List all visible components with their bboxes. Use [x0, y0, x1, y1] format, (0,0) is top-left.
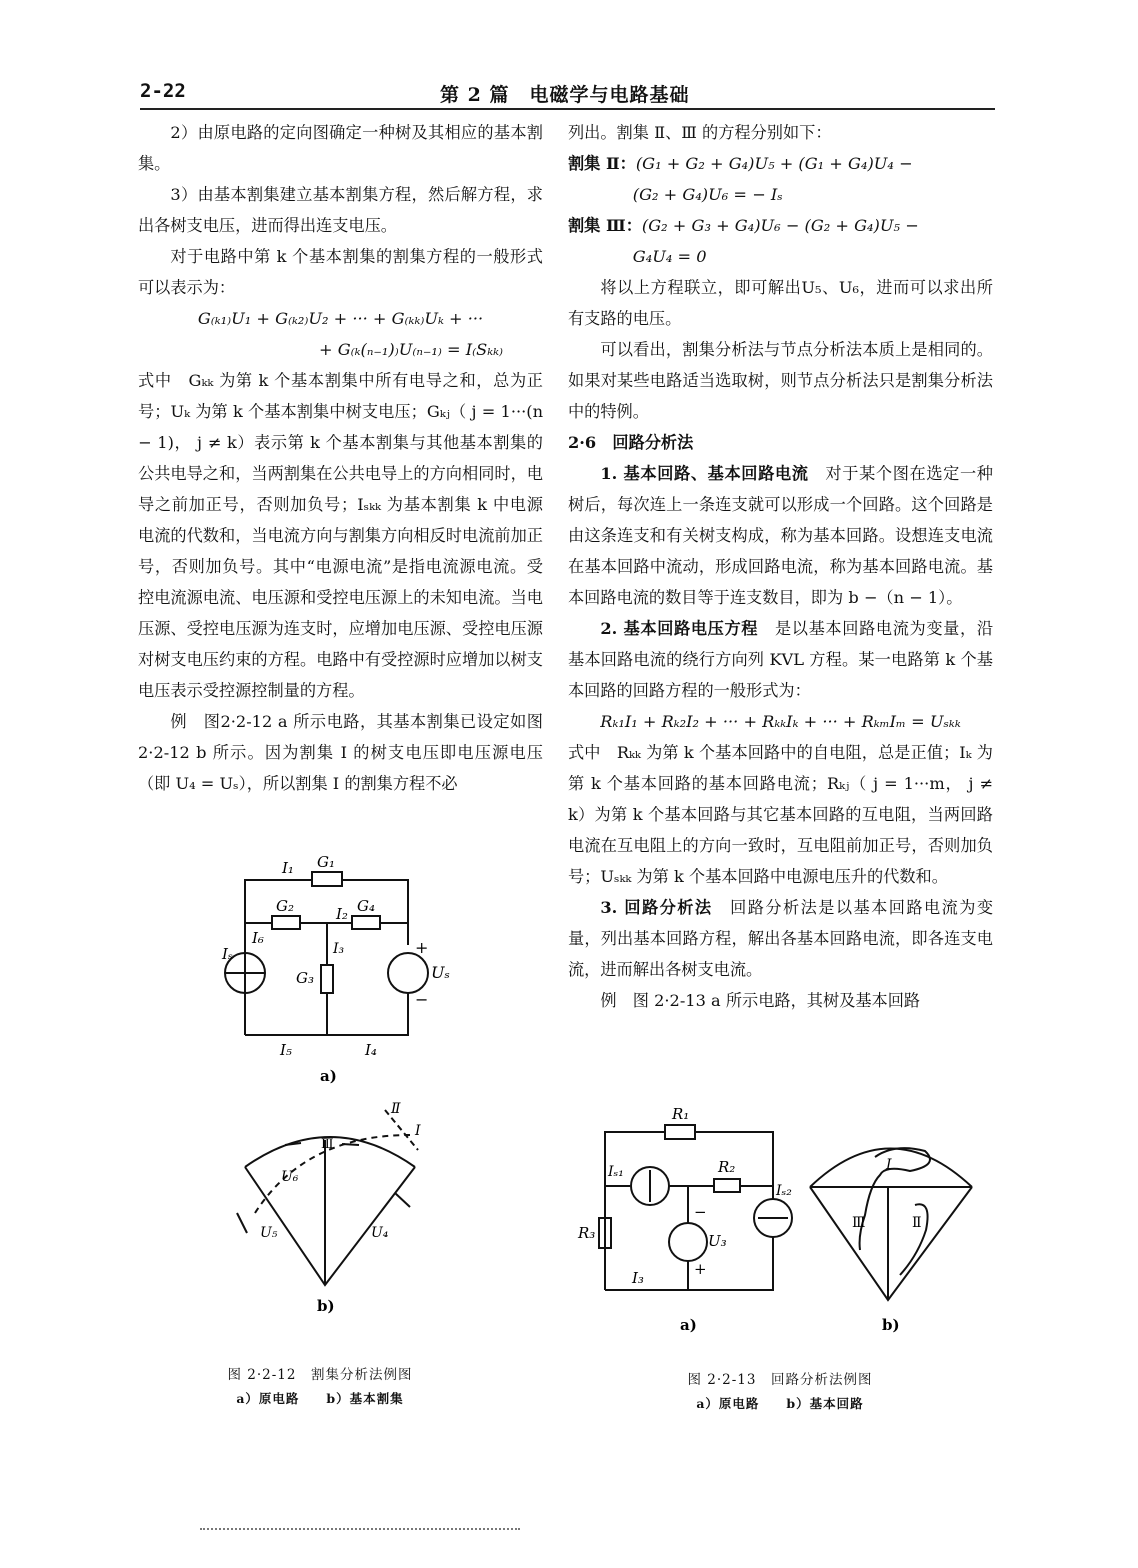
- cutset-III-label: Ⅲ: [321, 1137, 334, 1152]
- label-U3: U₃: [708, 1232, 727, 1250]
- label-R1: R₁: [672, 1105, 690, 1123]
- equation-line: [568, 148, 993, 179]
- figure-12a-circuit: [200, 845, 460, 1090]
- cutset-label: 割集 Ⅲ：: [568, 216, 642, 235]
- sublabel-a: a): [680, 1316, 697, 1334]
- cutset-II-label: Ⅱ: [391, 1101, 401, 1117]
- loop-II-label: Ⅱ: [912, 1215, 922, 1231]
- equation-line: G₄U₄ = 0: [632, 247, 707, 266]
- figure-13a-circuit: [570, 1100, 800, 1335]
- minus-sign: −: [415, 990, 429, 1009]
- paragraph: 可以看出，割集分析法与节点分析法本质上是相同的。如果对某些电路适当选取树，则节点分析法只是割集分析法中的特例。: [568, 340, 993, 421]
- label-U4: U₄: [371, 1225, 389, 1241]
- paragraph: 式中 Rₖₖ 为第 k 个基本回路中的自电阻，总是正值；Iₖ 为第 k 个基本回路的基本回路电流；Rₖⱼ（ j = 1···m， j ≠ k）为第 k 个基本回路与其它基本回路的互电阻，当两回路电流在互电阻上的方向一致时，互电阻前加正号，否则加负号；Uₛₖₖ 为第 k 个基本回路中电源电压升的代数和。: [568, 743, 993, 886]
- label-U5: U₅: [260, 1225, 278, 1241]
- cutset-I-label: I: [415, 1123, 421, 1139]
- paragraph-text: 对于某个图在选定一种树后，每次连上一条连支就可以形成一个回路。这个回路是由这条连支和有关树支构成，称为基本回路。设想连支电流在基本回路中流动，形成回路电流，称为基本回路电流。基本回路电流的数目等于连支数目，即为 b −（n − 1）。: [568, 464, 993, 607]
- equation: (G₂ + G₃ + G₄)U₆ − (G₂ + G₄)U₅ −: [641, 216, 919, 235]
- sublabel-b: b): [317, 1297, 335, 1315]
- equation-line: (G₂ + G₄)U₆ = − Iₛ: [632, 185, 783, 204]
- label-I3: I₃: [632, 1269, 644, 1287]
- caption-title: 图 2·2-13 回路分析法例图: [687, 1372, 873, 1388]
- label-R2: R₂: [718, 1158, 736, 1176]
- paragraph: 例 图 2·2-13 a 所示电路，其树及基本回路: [600, 991, 921, 1010]
- paragraph: 3）由基本割集建立基本割集方程，然后解方程，求出各树支电压，进而得出连支电压。: [138, 185, 543, 235]
- caption-subtitle: a）原电路 b）基本割集: [236, 1391, 404, 1406]
- sublabel-a: a): [320, 1067, 337, 1085]
- page-header: [0, 0, 1138, 110]
- label-R3: R₃: [578, 1224, 596, 1242]
- paragraph: 列出。割集 Ⅱ、Ⅲ 的方程分别如下：: [568, 123, 832, 142]
- equation-line: G₍ₖ₁₎U₁ + G₍ₖ₂₎U₂ + ··· + G₍ₖₖ₎Uₖ + ···: [197, 309, 484, 328]
- label-IS1: Iₛ₁: [608, 1164, 624, 1180]
- label-IS2: Iₛ₂: [776, 1183, 792, 1199]
- paragraph: [568, 458, 993, 613]
- label-G4: G₄: [357, 897, 375, 915]
- caption-subtitle: a）原电路 b）基本回路: [696, 1396, 864, 1411]
- subsection-title: 3. 回路分析法: [600, 898, 713, 917]
- cutset-label: 割集 Ⅱ：: [568, 154, 636, 173]
- loop-III-label: Ⅲ: [852, 1215, 866, 1231]
- label-G2: G₂: [276, 897, 294, 915]
- header-rule: [140, 108, 995, 110]
- sublabel-b: b): [882, 1316, 900, 1334]
- label-I4: I₄: [365, 1041, 377, 1059]
- paragraph-text: 是以基本回路电流为变量，沿基本回路电流的绕行方向列 KVL 方程。某一电路第 k 个基本回路的回路方程的一般形式为：: [568, 619, 994, 700]
- paragraph: 2）由原电路的定向图确定一种树及其相应的基本割集。: [138, 123, 543, 173]
- label-I5: I₅: [280, 1041, 292, 1059]
- label-US: Uₛ: [431, 963, 450, 982]
- equation: (G₁ + G₂ + G₄)U₅ + (G₁ + G₄)U₄ −: [635, 154, 913, 173]
- paragraph: 对于电路中第 k 个基本割集的割集方程的一般形式可以表示为：: [138, 247, 543, 297]
- paragraph: 例 图2·2-12 a 所示电路，其基本割集已设定如图2·2-12 b 所示。因为割集 I 的树支电压即电压源电压（即 U₄ = Uₛ），所以割集 I 的割集方程不必: [138, 712, 543, 793]
- label-U6: U₆: [281, 1169, 299, 1185]
- paragraph: [568, 613, 993, 706]
- paragraph: 将以上方程联立，即可解出U₅、U₆，进而可以求出所有支路的电压。: [568, 278, 993, 328]
- equation-line: + G₍ₖ(ₙ₋₁)₎U₍ₙ₋₁₎ = I₍Sₖₖ₎: [318, 340, 503, 359]
- subsection-title: 2. 基本回路电压方程: [600, 619, 759, 638]
- paragraph: [568, 892, 993, 985]
- figure-12b-cutset-graph: [225, 1095, 450, 1320]
- caption-title: 图 2·2-12 割集分析法例图: [227, 1367, 413, 1383]
- minus-sign: −: [694, 1203, 707, 1221]
- loop-I-label: I: [886, 1157, 892, 1173]
- subsection-title: 1. 基本回路、基本回路电流: [600, 464, 809, 483]
- label-I3: I₃: [333, 941, 345, 957]
- label-G1: G₁: [317, 853, 335, 871]
- scan-artifact-line: [200, 1528, 520, 1530]
- equation-line: Rₖ₁I₁ + Rₖ₂I₂ + ··· + RₖₖIₖ + ··· + RₖₘIₘ = Uₛₖₖ: [600, 712, 961, 731]
- plus-sign: +: [415, 938, 429, 957]
- running-title: 第 2 篇 电磁学与电路基础: [440, 84, 690, 106]
- right-column: [568, 117, 993, 1016]
- equation-line: [568, 210, 993, 241]
- page-number: 2-22: [140, 80, 186, 102]
- label-IS: Iₛ: [222, 945, 233, 963]
- left-column: [138, 117, 543, 799]
- section-heading: 2·6 回路分析法: [568, 433, 694, 452]
- paragraph: 式中 Gₖₖ 为第 k 个基本割集中所有电导之和，总为正号；Uₖ 为第 k 个基本割集中树支电压；Gₖⱼ（ j = 1···(n − 1)， j ≠ k）表示第 k 个基本割集与其他基本割集的公共电导之和，当两割集在公共电导上的方向相同时，电导之前加正号，否则加负号；Iₛₖₖ 为基本割集 k 中电源电流的代数和，当电流方向与割集方向相反时电流前加正号，否则加负号。其中“电源电流”是指电流源电流。受控电流源电流、电压源和受控电压源上的未知电流。当电压源、受控电压源为连支时，应增加电压源、受控电压源对树支电压约束的方程。电路中有受控源时应增加以树支电压表示受控源控制量的方程。: [138, 371, 543, 700]
- label-I1: I₁: [282, 859, 294, 877]
- paragraph-text: 回路分析法是以基本回路电流为变量，列出基本回路方程，解出各基本回路电流，即各连支电流，进而解出各树支电流。: [568, 898, 994, 979]
- figure-13-caption: [640, 1368, 920, 1412]
- label-I6: I₆: [252, 929, 264, 947]
- figure-12-caption: [170, 1363, 470, 1407]
- figure-13b-loop-graph: [800, 1125, 985, 1335]
- label-I2: I₂: [336, 905, 348, 923]
- label-G3: G₃: [296, 969, 314, 987]
- plus-sign: +: [694, 1260, 707, 1278]
